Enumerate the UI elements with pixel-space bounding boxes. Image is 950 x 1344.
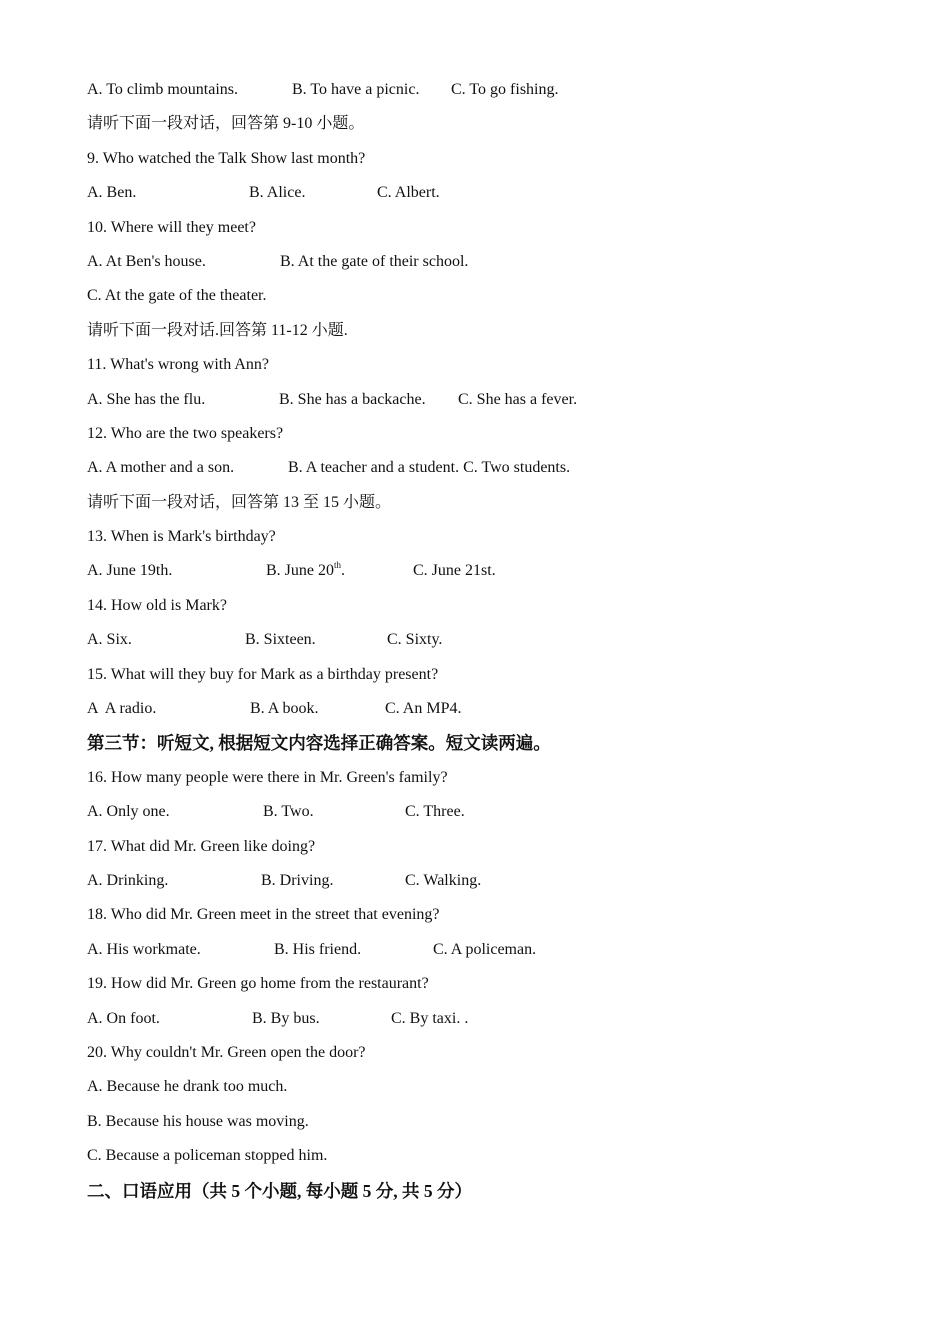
q16-option-a: A. Only one.: [87, 803, 170, 821]
q15-option-a: A A radio.: [87, 700, 157, 718]
q8-option-a: A. To climb mountains.: [87, 81, 239, 98]
q10-question: 10. Where will they meet?: [87, 218, 256, 236]
q11-question: 11. What's wrong with Ann?: [87, 356, 269, 374]
q9-options: [87, 176, 887, 210]
q12-option-a: A. A mother and a son.: [87, 459, 235, 477]
q11-option-c: C. She has a fever.: [458, 390, 578, 408]
q12-option-b-c: B. A teacher and a student. C. Two students.: [288, 459, 571, 477]
q11-option-a: A. She has the flu.: [87, 390, 206, 408]
q8-option-b: B. To have a picnic.: [292, 81, 420, 98]
q19-option-b: B. By bus.: [252, 1009, 320, 1027]
q17-question: 17. What did Mr. Green like doing?: [87, 837, 316, 855]
instruction-13-15: 请听下面一段对话，回答第 13 至 15 小题。: [87, 493, 392, 511]
q20-option-a: A. Because he drank too much.: [87, 1078, 288, 1096]
q10-option-c: C. At the gate of the theater.: [87, 287, 267, 305]
q10-options: [87, 245, 887, 279]
q12-options: [87, 451, 887, 485]
q15-option-c: C. An MP4.: [385, 700, 462, 718]
q13-option-b-text: B. June 20: [266, 562, 334, 580]
q20-option-c: C. Because a policeman stopped him.: [87, 1147, 328, 1165]
q17-option-a: A. Drinking.: [87, 871, 169, 889]
q15-option-b: B. A book.: [250, 700, 319, 718]
q11-options: [87, 383, 887, 417]
q9-option-c: C. Albert.: [377, 184, 440, 202]
q19-question: 19. How did Mr. Green go home from the restaurant?: [87, 975, 429, 993]
q15-question: 15. What will they buy for Mark as a birthday present?: [87, 665, 439, 683]
part-2-heading: 二、口语应用（共 5 个小题, 每小题 5 分, 共 5 分）: [87, 1180, 472, 1201]
q10-option-a: A. At Ben's house.: [87, 252, 206, 270]
q9-option-b: B. Alice.: [249, 184, 306, 202]
q14-options: [87, 623, 887, 657]
q18-option-a: A. His workmate.: [87, 940, 201, 958]
q16-option-c: C. Three.: [405, 803, 465, 821]
q18-option-c: C. A policeman.: [433, 940, 537, 958]
q9-option-a: A. Ben.: [87, 184, 137, 202]
q13-options: [87, 554, 887, 588]
q14-question: 14. How old is Mark?: [87, 596, 227, 614]
q19-options: [87, 1002, 887, 1036]
q10-option-b: B. At the gate of their school.: [280, 252, 469, 270]
q8-option-c: C. To go fishing.: [451, 81, 559, 98]
q14-option-a: A. Six.: [87, 631, 132, 649]
q15-options: [87, 692, 887, 726]
q11-option-b: B. She has a backache.: [279, 390, 426, 408]
instruction-11-12: 请听下面一段对话.回答第 11-12 小题.: [87, 321, 348, 339]
q18-question: 18. Who did Mr. Green meet in the street that evening?: [87, 906, 440, 924]
section-3-heading: 第三节：听短文, 根据短文内容选择正确答案。短文读两遍。: [87, 733, 551, 754]
q13-option-b-suffix: th: [334, 560, 342, 571]
q20-question: 20. Why couldn't Mr. Green open the door?: [87, 1043, 366, 1061]
q13-option-a: A. June 19th.: [87, 562, 173, 580]
q19-option-a: A. On foot.: [87, 1009, 160, 1027]
q16-question: 16. How many people were there in Mr. Green's family?: [87, 768, 448, 786]
instruction-9-10: 请听下面一段对话，回答第 9-10 小题。: [87, 115, 365, 133]
q18-options: [87, 933, 887, 967]
q17-options: [87, 864, 887, 898]
q18-option-b: B. His friend.: [274, 940, 362, 958]
q12-question: 12. Who are the two speakers?: [87, 424, 284, 442]
q17-option-b: B. Driving.: [261, 871, 334, 889]
q8-options: [87, 73, 887, 107]
q13-option-b-period: .: [341, 562, 346, 580]
q19-option-c: C. By taxi. .: [391, 1009, 469, 1027]
q14-option-b: B. Sixteen.: [245, 631, 316, 649]
q14-option-c: C. Sixty.: [387, 631, 443, 649]
exam-page: [87, 73, 887, 1208]
q9-question: 9. Who watched the Talk Show last month?: [87, 149, 366, 167]
q16-options: [87, 795, 887, 829]
q13-option-c: C. June 21st.: [413, 562, 496, 580]
q17-option-c: C. Walking.: [405, 871, 482, 889]
q20-option-b: B. Because his house was moving.: [87, 1112, 309, 1130]
q13-question: 13. When is Mark's birthday?: [87, 528, 276, 546]
q13-option-b: [266, 554, 345, 588]
q16-option-b: B. Two.: [263, 803, 314, 821]
